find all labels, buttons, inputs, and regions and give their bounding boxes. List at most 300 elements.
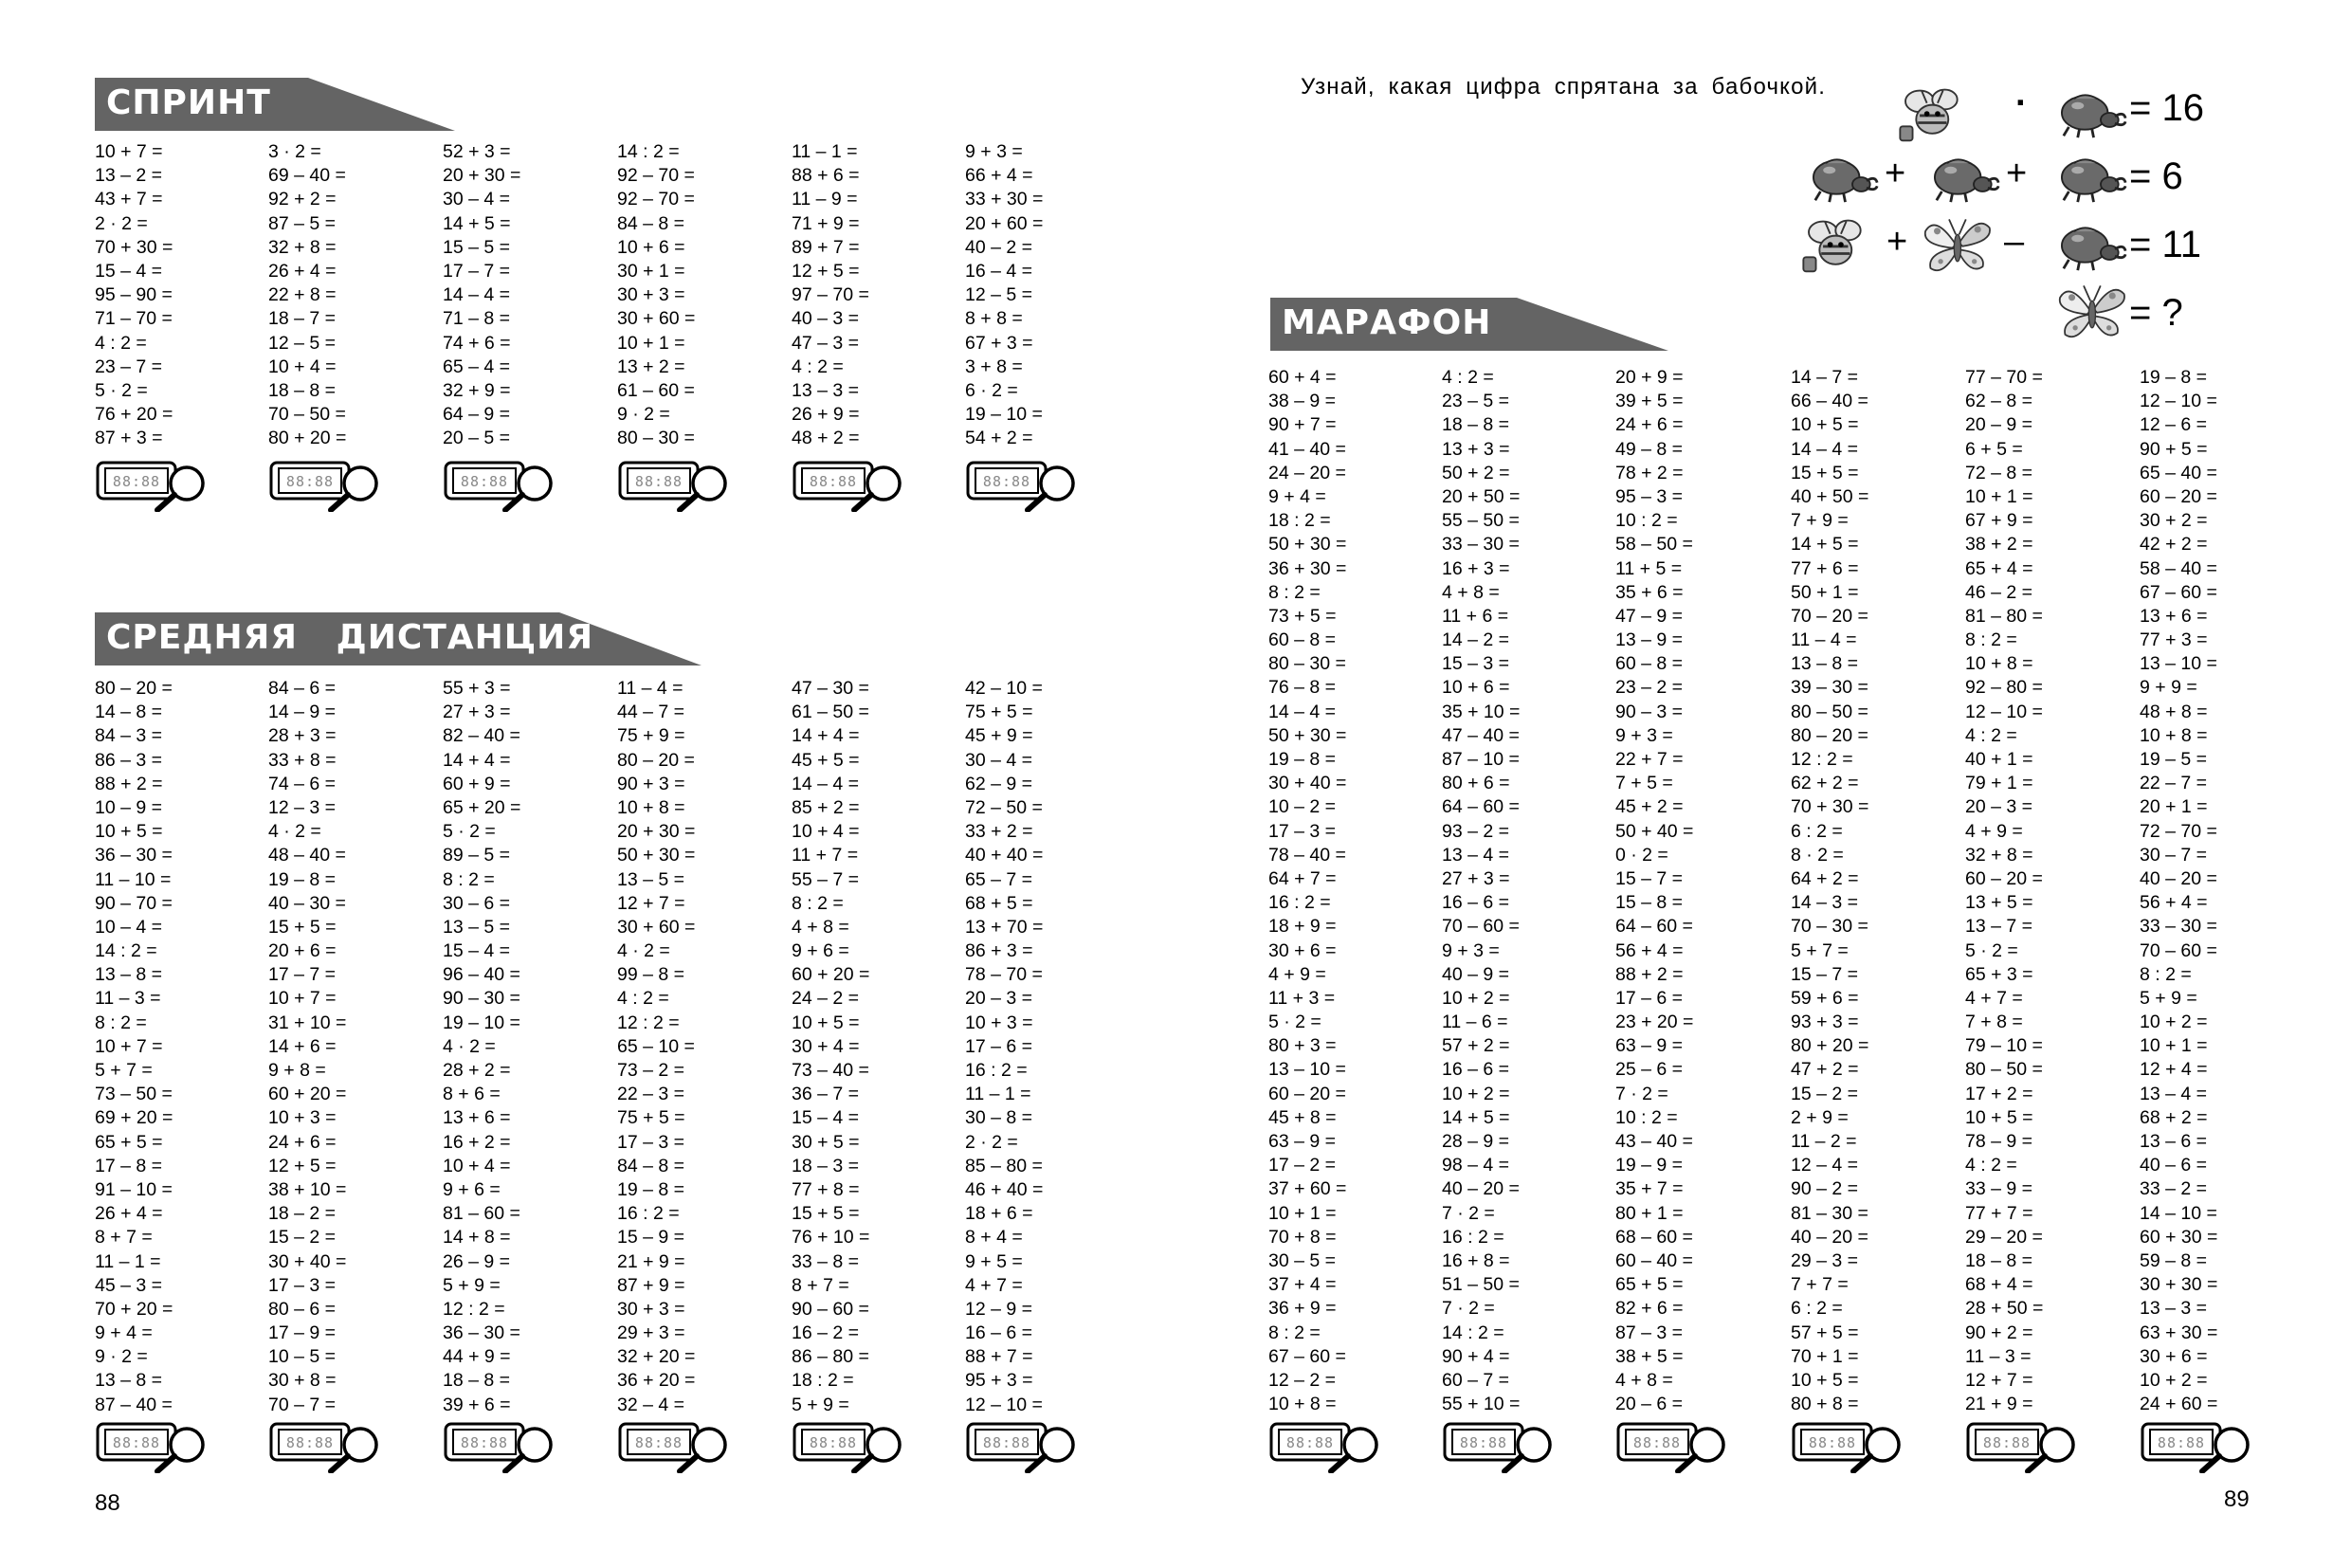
math-exercise: 48 + 8 = <box>2140 701 2208 722</box>
math-exercise: 7 + 7 = <box>1791 1274 1849 1296</box>
puzzle-result-1: = 16 <box>2129 87 2204 129</box>
math-exercise: 97 – 70 = <box>792 284 869 306</box>
math-exercise: 55 – 7 = <box>792 868 860 890</box>
math-exercise: 80 – 50 = <box>1791 701 1868 722</box>
math-exercise: 15 – 2 = <box>268 1227 337 1249</box>
math-exercise: 12 – 10 = <box>1965 701 2043 722</box>
math-exercise: 63 – 9 = <box>1615 1035 1684 1057</box>
math-exercise: 19 – 10 = <box>443 1012 520 1033</box>
math-exercise: 33 + 30 = <box>965 189 1044 210</box>
bee-icon <box>1799 214 1881 277</box>
math-exercise: 13 – 3 = <box>792 379 860 401</box>
math-exercise: 12 : 2 = <box>1791 749 1853 770</box>
sprint-column-5 <box>792 140 869 450</box>
math-exercise: 12 + 5 = <box>792 260 860 282</box>
math-exercise: 11 + 3 = <box>1268 987 1336 1009</box>
math-exercise: 45 + 8 = <box>1268 1106 1337 1128</box>
math-exercise: 69 – 40 = <box>268 165 346 187</box>
math-exercise: 96 – 40 = <box>443 964 520 986</box>
math-exercise: 67 + 9 = <box>1965 510 2033 532</box>
math-exercise: 46 + 40 = <box>965 1178 1044 1200</box>
math-exercise: 47 – 40 = <box>1442 724 1520 746</box>
math-exercise: 50 + 1 = <box>1791 581 1859 603</box>
math-exercise: 76 – 8 = <box>1268 677 1337 699</box>
math-exercise: 82 – 40 = <box>443 725 520 747</box>
stopwatch-magnifier-icon <box>792 1416 905 1473</box>
math-exercise: 47 – 3 = <box>792 332 860 354</box>
math-exercise: 67 + 3 = <box>965 332 1033 354</box>
math-exercise: 37 + 4 = <box>1268 1274 1337 1296</box>
math-exercise: 30 – 4 = <box>965 749 1033 771</box>
math-exercise: 10 + 5 = <box>1791 414 1859 436</box>
math-exercise: 16 + 3 = <box>1442 557 1510 579</box>
math-exercise: 67 – 60 = <box>1268 1345 1346 1367</box>
math-exercise: 12 + 7 = <box>1965 1369 2033 1391</box>
math-exercise: 62 + 2 = <box>1791 773 1859 794</box>
puzzle-result-3: = 11 <box>2129 224 2201 265</box>
beetle-icon <box>2048 150 2127 205</box>
math-exercise: 8 + 8 = <box>965 308 1023 330</box>
math-exercise: 93 + 3 = <box>1791 1012 1859 1033</box>
math-exercise: 17 – 3 = <box>268 1274 337 1296</box>
math-exercise: 70 + 1 = <box>1791 1345 1859 1367</box>
beetle-icon <box>1921 150 2000 205</box>
math-exercise: 11 + 6 = <box>1442 605 1509 627</box>
math-exercise: 13 – 6 = <box>2140 1131 2208 1152</box>
math-exercise: 9 + 9 = <box>2140 677 2197 699</box>
math-exercise: 18 + 6 = <box>965 1203 1033 1225</box>
math-exercise: 90 + 5 = <box>2140 438 2208 460</box>
math-exercise: 32 – 4 = <box>617 1394 685 1415</box>
math-exercise: 20 + 9 = <box>1615 367 1684 388</box>
math-exercise: 20 – 5 = <box>443 428 511 449</box>
math-exercise: 16 – 6 = <box>1442 1059 1510 1081</box>
math-exercise: 44 – 7 = <box>617 702 685 723</box>
math-exercise: 14 – 4 = <box>443 284 511 306</box>
math-exercise: 22 + 8 = <box>268 284 337 306</box>
math-exercise: 16 + 2 = <box>443 1131 511 1153</box>
butterfly-icon <box>2053 277 2129 345</box>
math-exercise: 65 – 4 = <box>443 356 511 377</box>
math-exercise: 77 – 70 = <box>1965 367 2043 388</box>
math-exercise: 30 + 3 = <box>617 1298 685 1320</box>
math-exercise: 20 + 30 = <box>443 165 521 187</box>
math-exercise: 6 : 2 = <box>1791 1298 1843 1320</box>
math-exercise: 26 + 4 = <box>95 1203 163 1225</box>
math-exercise: 5 + 9 = <box>2140 987 2197 1009</box>
math-exercise: 64 – 60 = <box>1615 916 1693 938</box>
math-exercise: 64 – 9 = <box>443 404 511 426</box>
math-exercise: 50 + 40 = <box>1615 820 1694 842</box>
math-exercise: 20 + 50 = <box>1442 485 1521 507</box>
math-exercise: 60 – 7 = <box>1442 1369 1510 1391</box>
math-exercise: 70 – 7 = <box>268 1394 337 1415</box>
math-exercise: 23 + 20 = <box>1615 1012 1694 1033</box>
math-exercise: 90 – 3 = <box>1615 701 1684 722</box>
math-exercise: 80 – 20 = <box>617 749 695 771</box>
math-exercise: 20 – 3 = <box>965 988 1033 1010</box>
math-exercise: 4 + 8 = <box>1442 581 1500 603</box>
math-exercise: 95 – 3 = <box>1615 485 1684 507</box>
math-exercise: 14 – 8 = <box>95 702 163 723</box>
math-exercise: 8 + 4 = <box>965 1227 1023 1249</box>
math-exercise: 17 – 7 = <box>443 260 511 282</box>
math-exercise: 75 + 5 = <box>965 702 1033 723</box>
math-exercise: 22 – 7 = <box>2140 773 2208 794</box>
math-exercise: 38 + 10 = <box>268 1178 347 1200</box>
math-exercise: 70 – 60 = <box>1442 916 1520 938</box>
math-exercise: 52 + 3 = <box>443 141 511 162</box>
math-exercise: 9 + 6 = <box>792 940 849 962</box>
math-exercise: 6 : 2 = <box>1791 820 1843 842</box>
math-exercise: 24 + 6 = <box>1615 414 1684 436</box>
math-exercise: 17 – 2 = <box>1268 1155 1337 1176</box>
math-exercise: 3 · 2 = <box>268 141 321 162</box>
stopwatch-magnifier-icon <box>443 455 556 512</box>
math-exercise: 10 + 8 = <box>617 796 685 818</box>
math-exercise: 12 – 9 = <box>965 1298 1033 1320</box>
math-exercise: 4 : 2 = <box>95 332 147 354</box>
math-exercise: 30 + 30 = <box>2140 1274 2218 1296</box>
math-exercise: 9 + 3 = <box>965 141 1023 162</box>
math-exercise: 69 + 20 = <box>95 1107 173 1129</box>
math-exercise: 80 + 8 = <box>1791 1394 1859 1415</box>
math-exercise: 20 – 9 = <box>1965 414 2033 436</box>
math-exercise: 10 + 7 = <box>95 1035 163 1057</box>
math-exercise: 10 + 5 = <box>1791 1369 1859 1391</box>
middle-column-1 <box>95 677 173 1417</box>
math-exercise: 12 – 10 = <box>965 1394 1043 1415</box>
math-exercise: 4 + 9 = <box>1965 820 2023 842</box>
math-exercise: 87 – 3 = <box>1615 1322 1684 1343</box>
math-exercise: 40 + 1 = <box>1965 749 2033 770</box>
math-exercise: 10 + 7 = <box>268 988 337 1010</box>
math-exercise: 11 – 1 = <box>965 1084 1031 1105</box>
math-exercise: 12 – 2 = <box>1268 1369 1337 1391</box>
math-exercise: 10 + 2 = <box>1442 1083 1510 1104</box>
math-exercise: 17 – 3 = <box>617 1131 685 1153</box>
math-exercise: 11 – 6 = <box>1442 1012 1508 1033</box>
math-exercise: 21 + 9 = <box>617 1250 685 1272</box>
math-exercise: 13 + 3 = <box>1442 438 1510 460</box>
math-exercise: 36 – 30 = <box>95 845 173 866</box>
math-exercise: 78 + 2 = <box>1615 462 1684 483</box>
math-exercise: 13 – 8 = <box>1791 653 1859 675</box>
math-exercise: 5 + 7 = <box>1791 939 1849 961</box>
math-exercise: 13 – 2 = <box>95 165 163 187</box>
math-exercise: 70 – 50 = <box>268 404 346 426</box>
math-exercise: 72 – 50 = <box>965 796 1043 818</box>
math-exercise: 56 + 4 = <box>2140 892 2208 914</box>
math-exercise: 30 – 6 = <box>443 892 511 914</box>
math-exercise: 99 – 8 = <box>617 964 685 986</box>
math-exercise: 86 + 3 = <box>965 940 1033 962</box>
math-exercise: 36 – 30 = <box>443 1322 520 1344</box>
math-exercise: 29 – 3 = <box>1791 1249 1859 1271</box>
math-exercise: 33 + 2 = <box>965 821 1033 843</box>
math-exercise: 10 + 5 = <box>1965 1106 2033 1128</box>
puzzle-op: – <box>2004 222 2025 262</box>
puzzle-op: · <box>2015 83 2028 123</box>
math-exercise: 21 + 9 = <box>1965 1394 2033 1415</box>
math-exercise: 11 – 10 = <box>95 868 172 890</box>
math-exercise: 7 + 9 = <box>1791 510 1849 532</box>
stopwatch-magnifier-icon <box>1615 1416 1729 1473</box>
math-exercise: 14 : 2 = <box>95 940 157 962</box>
math-exercise: 45 + 9 = <box>965 725 1033 747</box>
math-exercise: 15 – 3 = <box>1442 653 1510 675</box>
math-exercise: 13 + 70 = <box>965 916 1044 938</box>
math-exercise: 30 + 40 = <box>268 1250 347 1272</box>
math-exercise: 50 + 2 = <box>1442 462 1510 483</box>
math-exercise: 60 + 30 = <box>2140 1226 2218 1248</box>
math-exercise: 16 : 2 = <box>1442 1226 1504 1248</box>
math-exercise: 27 + 3 = <box>443 702 511 723</box>
math-exercise: 43 + 7 = <box>95 189 163 210</box>
math-exercise: 88 + 7 = <box>965 1346 1033 1368</box>
math-exercise: 38 + 2 = <box>1965 534 2033 556</box>
math-exercise: 11 + 5 = <box>1615 557 1683 579</box>
math-exercise: 30 + 60 = <box>617 916 696 938</box>
math-exercise: 15 + 5 = <box>1791 462 1859 483</box>
math-exercise: 71 – 70 = <box>95 308 173 330</box>
math-exercise: 15 – 7 = <box>1791 963 1859 985</box>
math-exercise: 10 – 5 = <box>268 1346 337 1368</box>
math-exercise: 40 – 9 = <box>1442 963 1510 985</box>
math-exercise: 80 – 20 = <box>95 678 173 699</box>
math-exercise: 90 + 7 = <box>1268 414 1337 436</box>
math-exercise: 36 + 9 = <box>1268 1298 1337 1320</box>
math-exercise: 80 + 3 = <box>1268 1035 1337 1057</box>
math-exercise: 16 – 4 = <box>965 260 1033 282</box>
math-exercise: 77 + 3 = <box>2140 629 2208 651</box>
math-exercise: 65 + 5 = <box>95 1131 163 1153</box>
math-exercise: 17 – 8 = <box>95 1155 163 1176</box>
math-exercise: 39 + 5 = <box>1615 391 1684 412</box>
math-exercise: 91 – 10 = <box>95 1178 173 1200</box>
math-exercise: 32 + 8 = <box>268 236 337 258</box>
math-exercise: 13 – 10 = <box>1268 1059 1346 1081</box>
math-exercise: 88 + 6 = <box>792 165 860 187</box>
math-exercise: 18 – 3 = <box>792 1155 860 1176</box>
butterfly-icon <box>1919 210 1995 279</box>
middle-column-2 <box>268 677 346 1417</box>
math-exercise: 11 – 4 = <box>617 678 683 699</box>
math-exercise: 10 + 2 = <box>2140 1012 2208 1033</box>
math-exercise: 15 – 9 = <box>617 1227 685 1249</box>
math-exercise: 80 + 20 = <box>1791 1035 1869 1057</box>
math-exercise: 48 – 40 = <box>268 845 346 866</box>
math-exercise: 20 + 30 = <box>617 821 696 843</box>
math-exercise: 35 + 7 = <box>1615 1178 1684 1200</box>
math-exercise: 8 : 2 = <box>95 1012 147 1033</box>
stopwatch-magnifier-icon <box>1442 1416 1556 1473</box>
math-exercise: 8 : 2 = <box>792 892 844 914</box>
math-exercise: 10 + 4 = <box>443 1155 511 1176</box>
math-exercise: 23 – 5 = <box>1442 391 1510 412</box>
math-exercise: 10 – 4 = <box>95 916 163 938</box>
math-exercise: 28 + 2 = <box>443 1060 511 1081</box>
math-exercise: 17 – 9 = <box>268 1322 337 1344</box>
math-exercise: 4 : 2 = <box>1965 1155 2017 1176</box>
math-exercise: 13 – 8 = <box>95 1370 163 1392</box>
math-exercise: 7 · 2 = <box>1442 1202 1495 1224</box>
math-exercise: 30 + 6 = <box>2140 1345 2208 1367</box>
math-exercise: 87 – 10 = <box>1442 749 1520 770</box>
puzzle-instruction: Узнай, какая цифра спрятана за бабочкой. <box>1301 74 1827 100</box>
math-exercise: 33 – 30 = <box>1442 534 1520 556</box>
math-exercise: 8 : 2 = <box>443 868 495 890</box>
stopwatch-magnifier-icon <box>965 1416 1079 1473</box>
math-exercise: 24 + 6 = <box>268 1131 337 1153</box>
math-exercise: 71 – 8 = <box>443 308 511 330</box>
math-exercise: 24 – 20 = <box>1268 462 1346 483</box>
stopwatch-magnifier-icon <box>95 455 209 512</box>
math-exercise: 33 – 8 = <box>792 1250 860 1272</box>
math-exercise: 61 – 60 = <box>617 379 695 401</box>
math-exercise: 22 – 3 = <box>617 1084 685 1105</box>
math-exercise: 19 – 8 = <box>268 868 337 890</box>
math-exercise: 84 – 3 = <box>95 725 163 747</box>
math-exercise: 17 + 2 = <box>1965 1083 2033 1104</box>
math-exercise: 92 – 70 = <box>617 165 695 187</box>
math-exercise: 44 + 9 = <box>443 1346 511 1368</box>
math-exercise: 17 – 6 = <box>965 1035 1033 1057</box>
math-exercise: 4 : 2 = <box>1965 724 2017 746</box>
math-exercise: 24 – 2 = <box>792 988 860 1010</box>
math-exercise: 14 : 2 = <box>617 141 680 162</box>
math-exercise: 31 + 10 = <box>268 1012 347 1033</box>
middle-column-3 <box>443 677 520 1417</box>
math-exercise: 65 + 5 = <box>1615 1274 1684 1296</box>
math-exercise: 58 – 50 = <box>1615 534 1693 556</box>
math-exercise: 10 + 5 = <box>95 821 163 843</box>
math-exercise: 20 + 60 = <box>965 212 1044 234</box>
math-exercise: 12 – 6 = <box>2140 414 2208 436</box>
math-exercise: 14 : 2 = <box>1442 1322 1504 1343</box>
math-exercise: 15 – 4 = <box>95 260 163 282</box>
math-exercise: 76 + 10 = <box>792 1227 870 1249</box>
marathon-column-1 <box>1268 366 1346 1416</box>
math-exercise: 47 – 9 = <box>1615 605 1684 627</box>
math-exercise: 32 + 8 = <box>1965 844 2033 866</box>
math-exercise: 12 – 5 = <box>965 284 1033 306</box>
math-exercise: 40 – 20 = <box>1791 1226 1868 1248</box>
math-exercise: 70 + 30 = <box>1791 796 1869 818</box>
math-exercise: 8 : 2 = <box>1965 629 2017 651</box>
math-exercise: 42 – 10 = <box>965 678 1043 699</box>
math-exercise: 11 – 9 = <box>792 189 858 210</box>
math-exercise: 86 – 3 = <box>95 749 163 771</box>
math-exercise: 30 + 40 = <box>1268 773 1347 794</box>
math-exercise: 65 + 20 = <box>443 796 521 818</box>
math-exercise: 5 + 9 = <box>443 1274 501 1296</box>
math-exercise: 15 – 4 = <box>792 1107 860 1129</box>
stopwatch-magnifier-icon <box>95 1416 209 1473</box>
stopwatch-magnifier-icon <box>443 1416 556 1473</box>
math-exercise: 10 + 8 = <box>2140 724 2208 746</box>
math-exercise: 80 – 30 = <box>617 428 695 449</box>
math-exercise: 13 + 6 = <box>2140 605 2208 627</box>
math-exercise: 13 + 6 = <box>443 1107 511 1129</box>
math-exercise: 73 – 40 = <box>792 1060 869 1081</box>
math-exercise: 80 + 1 = <box>1615 1202 1684 1224</box>
math-exercise: 48 + 2 = <box>792 428 860 449</box>
math-exercise: 7 + 8 = <box>1965 1012 2023 1033</box>
math-exercise: 79 + 1 = <box>1965 773 2033 794</box>
math-exercise: 77 + 7 = <box>1965 1202 2033 1224</box>
math-exercise: 40 – 2 = <box>965 236 1033 258</box>
math-exercise: 95 – 90 = <box>95 284 173 306</box>
math-exercise: 26 + 9 = <box>792 404 860 426</box>
math-exercise: 4 + 7 = <box>965 1274 1023 1296</box>
section-title-sprint: СПРИНТ <box>106 83 271 122</box>
math-exercise: 58 – 40 = <box>2140 557 2217 579</box>
math-exercise: 18 – 8 = <box>443 1370 511 1392</box>
math-exercise: 50 + 30 = <box>617 845 696 866</box>
math-exercise: 18 – 8 = <box>268 379 337 401</box>
math-exercise: 13 – 4 = <box>1442 844 1510 866</box>
bee-icon <box>1896 83 1977 146</box>
math-exercise: 13 – 5 = <box>443 916 511 938</box>
math-exercise: 15 – 4 = <box>443 940 511 962</box>
math-exercise: 15 + 5 = <box>792 1203 860 1225</box>
puzzle-op: + <box>1886 222 1908 262</box>
math-exercise: 14 + 4 = <box>792 725 860 747</box>
page-number-right: 89 <box>2224 1486 2250 1512</box>
math-exercise: 4 + 9 = <box>1268 963 1326 985</box>
math-exercise: 18 – 2 = <box>268 1203 337 1225</box>
math-exercise: 66 + 4 = <box>965 165 1033 187</box>
math-exercise: 8 : 2 = <box>1268 1322 1321 1343</box>
math-exercise: 12 + 5 = <box>268 1155 337 1176</box>
math-exercise: 60 – 8 = <box>1615 653 1684 675</box>
math-exercise: 11 – 3 = <box>95 988 161 1010</box>
math-exercise: 10 – 9 = <box>95 796 163 818</box>
math-exercise: 23 – 7 = <box>95 356 163 377</box>
math-exercise: 28 + 3 = <box>268 725 337 747</box>
math-exercise: 60 + 20 = <box>268 1084 347 1105</box>
math-exercise: 14 – 9 = <box>268 702 337 723</box>
math-exercise: 36 + 20 = <box>617 1370 696 1392</box>
math-exercise: 36 – 7 = <box>792 1084 860 1105</box>
math-exercise: 8 + 6 = <box>443 1084 501 1105</box>
math-exercise: 80 + 20 = <box>268 428 347 449</box>
math-exercise: 70 – 60 = <box>2140 939 2217 961</box>
math-exercise: 70 + 8 = <box>1268 1226 1337 1248</box>
math-exercise: 47 – 30 = <box>792 678 869 699</box>
math-exercise: 60 + 9 = <box>443 773 511 794</box>
math-exercise: 65 – 40 = <box>2140 462 2217 483</box>
math-exercise: 29 + 3 = <box>617 1322 685 1344</box>
middle-column-4 <box>617 677 695 1417</box>
sprint-column-2 <box>268 140 346 450</box>
math-exercise: 76 + 20 = <box>95 404 173 426</box>
math-exercise: 10 + 1 = <box>1965 485 2033 507</box>
math-exercise: 10 + 2 = <box>1442 987 1510 1009</box>
math-exercise: 87 – 5 = <box>268 212 337 234</box>
math-exercise: 33 – 30 = <box>2140 916 2217 938</box>
math-exercise: 35 + 6 = <box>1615 581 1684 603</box>
math-exercise: 16 – 6 = <box>1442 892 1510 914</box>
math-exercise: 27 + 3 = <box>1442 867 1510 889</box>
sprint-column-3 <box>443 140 520 450</box>
math-exercise: 12 – 10 = <box>2140 391 2217 412</box>
math-exercise: 11 – 1 = <box>95 1250 161 1272</box>
math-exercise: 8 : 2 = <box>1268 581 1321 603</box>
math-exercise: 6 · 2 = <box>965 379 1018 401</box>
math-exercise: 70 + 20 = <box>95 1298 173 1320</box>
